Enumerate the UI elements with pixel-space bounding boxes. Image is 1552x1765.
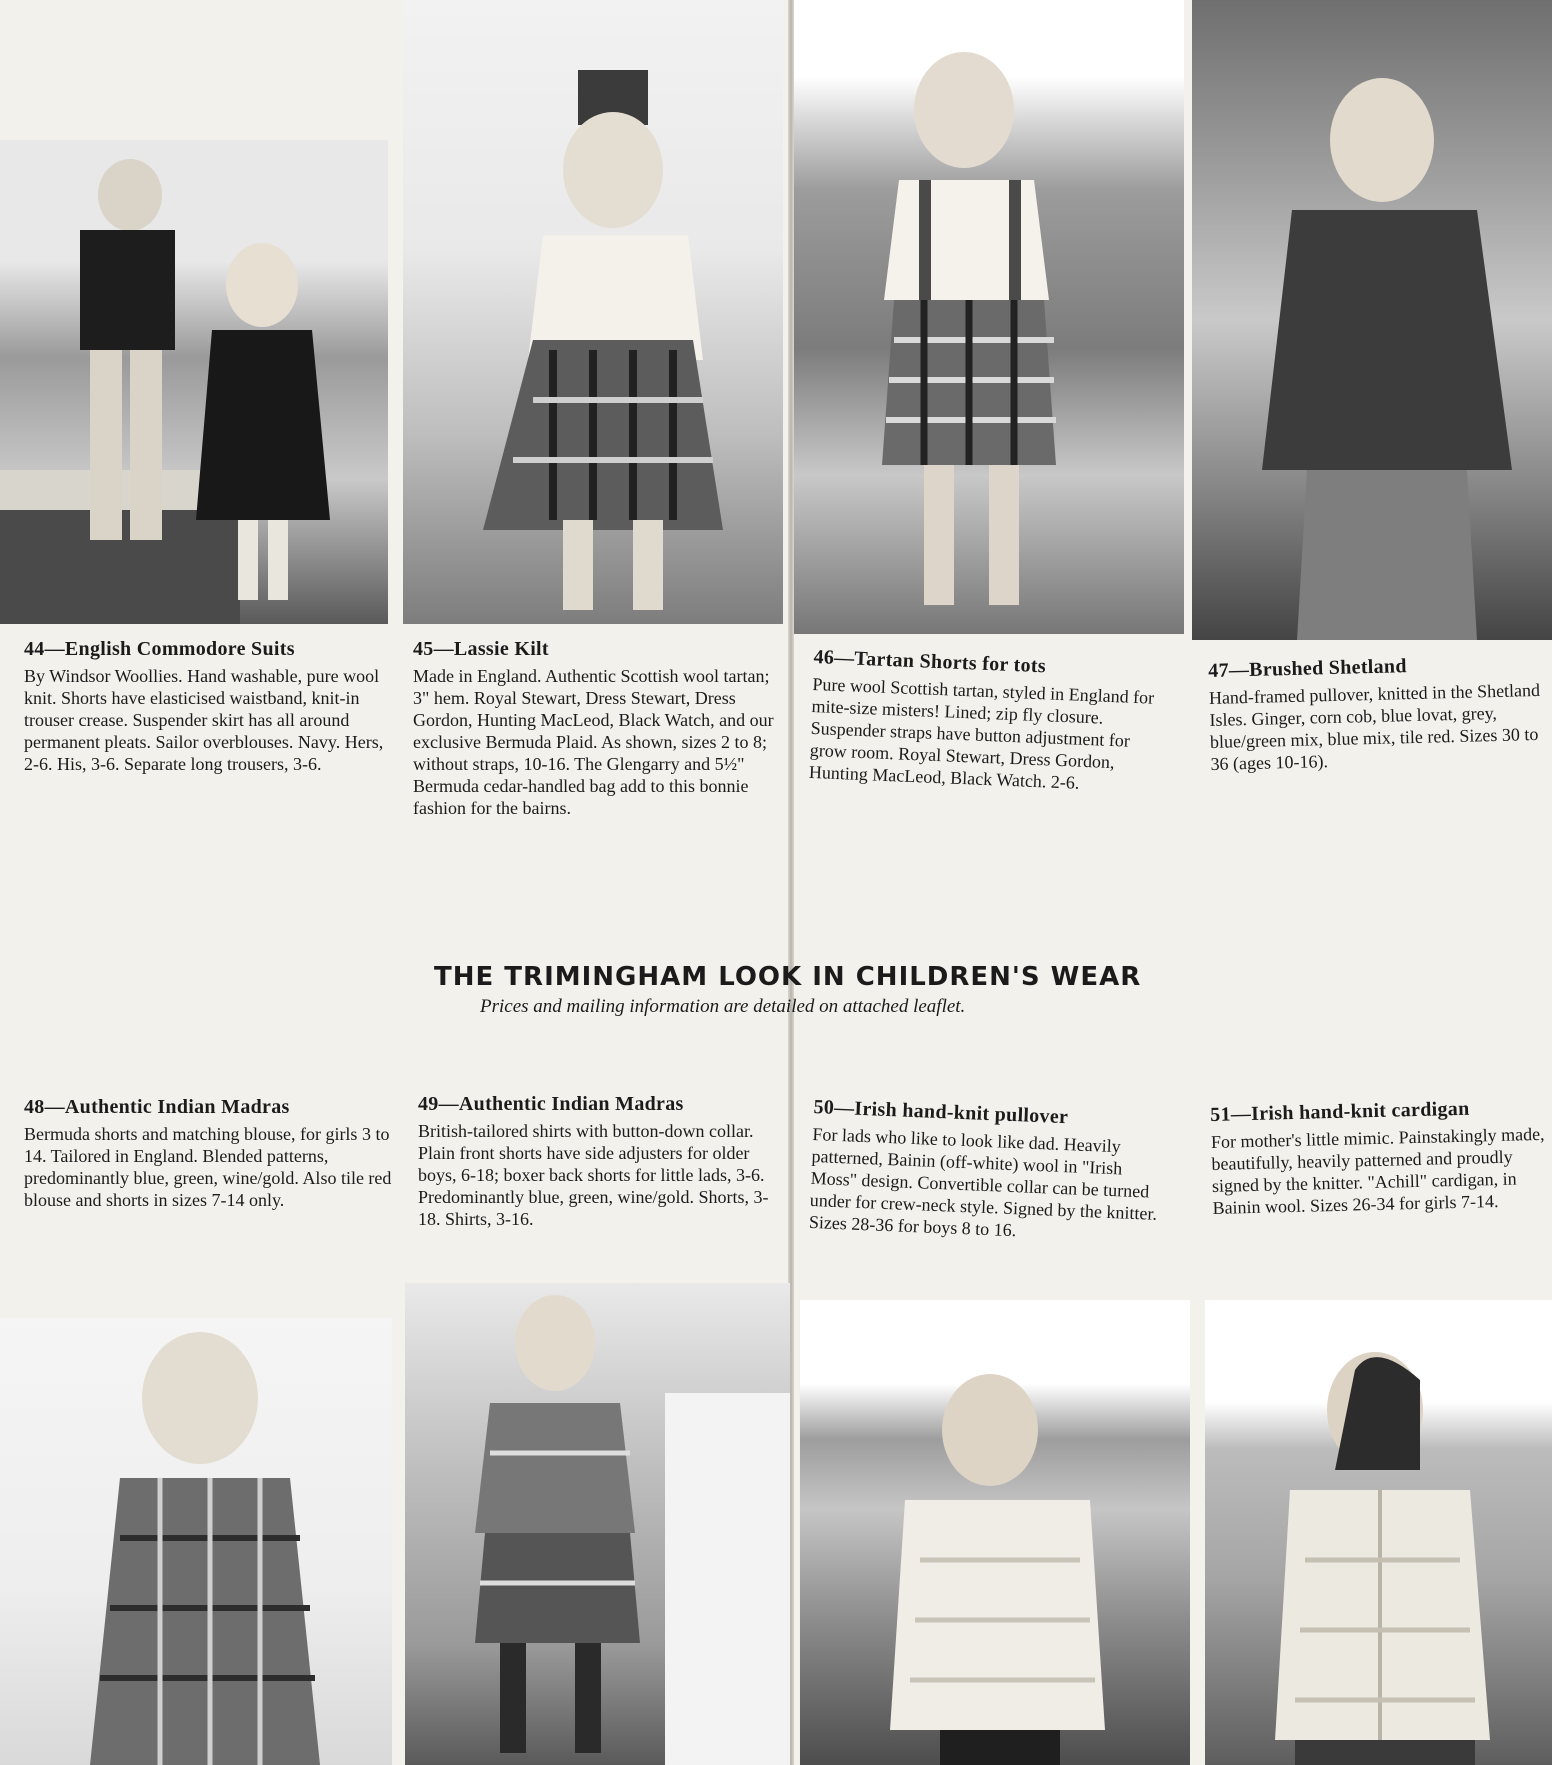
item-44-description: By Windsor Woollies. Hand washable, pure wool knit. Shorts have elasticised waistband, knit-in trouser crease. Suspender skirt has all around permanent pleats. Sailor overblouses. Navy. Hers, 2-6. His, 3-6. Separate long trousers, 3-6. xyxy=(24,666,384,774)
children-sailor-illustration xyxy=(0,140,388,624)
item-50-description: For lads who like to look like dad. Heavily patterned, Bainin (off-white) wool in "Irish Moss" design. Convertible collar can be turned under for crew-neck style. Signed by the knitter. Sizes 28-36 for boys 8 to 16. xyxy=(808,1123,1158,1241)
photo-brushed-shetland xyxy=(1192,0,1552,640)
boy-pullover-illustration xyxy=(1192,0,1552,640)
item-47-title: 47—Brushed Shetland xyxy=(1208,655,1408,682)
item-47 xyxy=(1208,652,1547,775)
photo-lassie-kilt xyxy=(403,0,783,624)
item-51 xyxy=(1210,1096,1547,1219)
boy-madras-illustration xyxy=(405,1283,790,1765)
item-46 xyxy=(809,646,1164,797)
item-50-title: 50—Irish hand-knit pullover xyxy=(813,1096,1069,1129)
boy-irish-pullover-illustration xyxy=(800,1300,1190,1765)
item-50 xyxy=(809,1096,1164,1247)
item-48-description: Bermuda shorts and matching blouse, for girls 3 to 14. Tailored in England. Blended patterns, predominantly blue, green, wine/gold. Also tile red blouse and shorts in sizes 7-14 only. xyxy=(24,1124,392,1210)
photo-irish-cardigan xyxy=(1205,1300,1552,1765)
item-45 xyxy=(413,638,783,819)
photo-tartan-shorts xyxy=(794,0,1184,634)
section-headline xyxy=(434,962,1142,1018)
girl-irish-cardigan-illustration xyxy=(1205,1300,1552,1765)
item-51-description: For mother's little mimic. Painstakingly made, beautifully, heavily patterned and proudly signed by the knitter. "Achill" cardigan, in Bainin wool. Sizes 26-34 for girls 7-14. xyxy=(1210,1123,1545,1218)
item-46-description: Pure wool Scottish tartan, styled in England for mite-size misters! Lined; zip fly closure. Suspender straps have button adjustment for grow room. Royal Stewart, Dress Gordon, Hunting MacLeod, Black Watch. 2-6. xyxy=(808,673,1155,793)
photo-madras-boy xyxy=(405,1283,790,1765)
item-48 xyxy=(24,1096,396,1211)
item-47-description: Hand-framed pullover, knitted in the Shetland Isles. Ginger, corn cob, blue lovat, grey, blue/green mix, blue mix, tile red. Sizes 30 to 36 (ages 10-16). xyxy=(1208,679,1541,774)
item-44 xyxy=(24,638,394,775)
item-46-title: 46—Tartan Shorts for tots xyxy=(813,646,1047,678)
item-48-title: 48—Authentic Indian Madras xyxy=(24,1096,290,1118)
item-49-title: 49—Authentic Indian Madras xyxy=(418,1093,684,1115)
girl-madras-illustration xyxy=(0,1318,392,1765)
headline-subtext: Prices and mailing information are detailed on attached leaflet. xyxy=(480,996,966,1017)
item-49-description: British-tailored shirts with button-down collar. Plain front shorts have side adjusters for older boys, 6-18; boxer back shorts for little lads, 3-6. Predominantly blue, green, wine/gold. Shorts, 3-18. Shirts, 3-16. xyxy=(418,1121,769,1229)
item-45-title: 45—Lassie Kilt xyxy=(413,638,549,660)
item-49 xyxy=(418,1093,783,1230)
item-44-title: 44—English Commodore Suits xyxy=(24,638,295,660)
photo-madras-girl xyxy=(0,1318,392,1765)
girl-kilt-illustration xyxy=(403,0,783,624)
item-45-description: Made in England. Authentic Scottish wool tartan; 3" hem. Royal Stewart, Dress Stewart, Dress Gordon, Hunting MacLeod, Black Watch, and our exclusive Bermuda Plaid. As shown, sizes 2 to 8; without straps, 10-16. The Glengarry and 5½" Bermuda cedar-handled bag add to this bonnie fashion for the bairns. xyxy=(413,666,774,818)
boy-tartan-shorts-illustration xyxy=(794,0,1184,634)
headline-text: THE TRIMINGHAM LOOK IN CHILDREN'S WEAR xyxy=(434,962,1142,992)
photo-irish-pullover xyxy=(800,1300,1190,1765)
photo-commodore-suits xyxy=(0,140,388,624)
item-51-title: 51—Irish hand-knit cardigan xyxy=(1210,1097,1470,1126)
